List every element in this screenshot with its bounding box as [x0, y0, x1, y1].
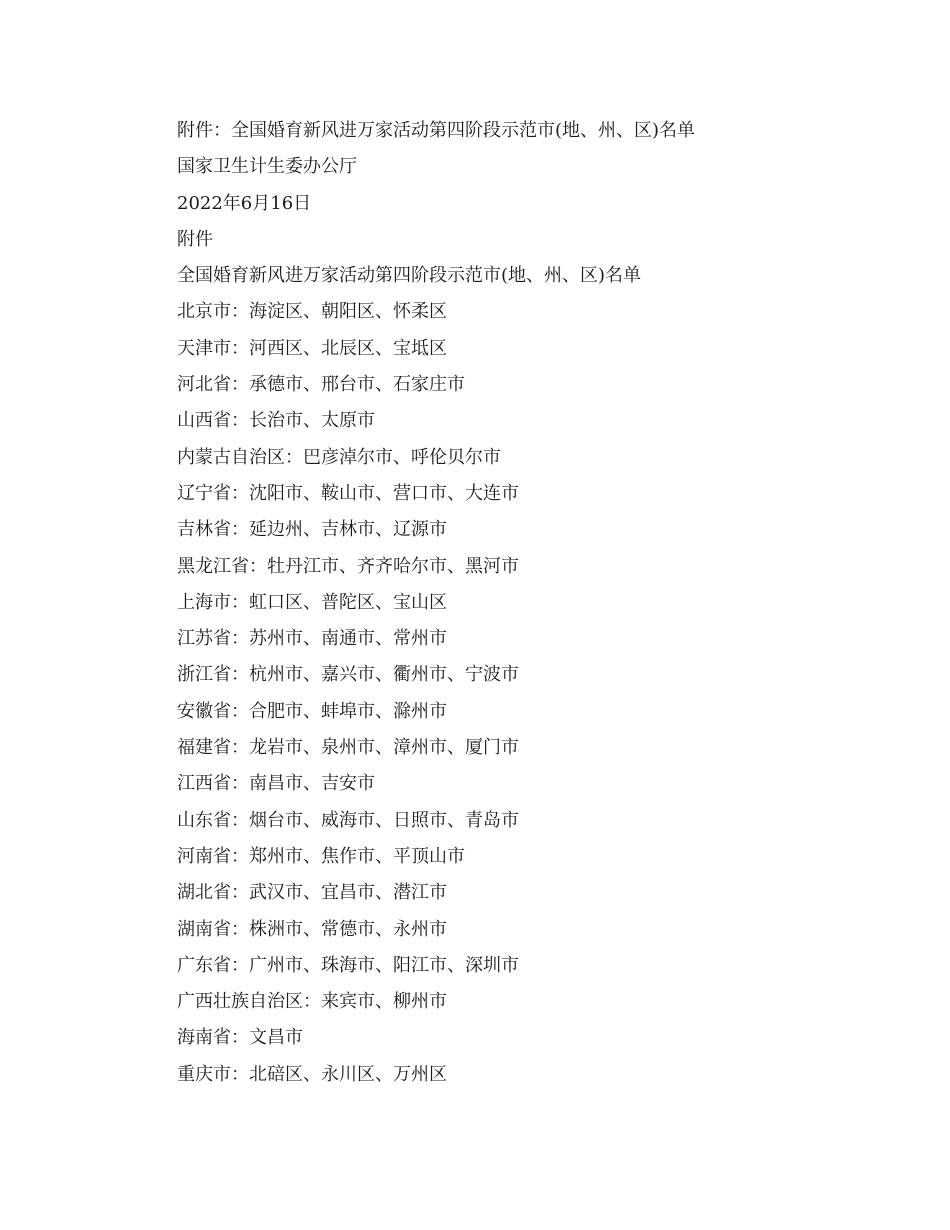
list-item: 广西壮族自治区：来宾市、柳州市: [177, 991, 447, 1013]
date-line: 2022年6月16日: [177, 192, 312, 214]
list-item: 河北省：承德市、邢台市、石家庄市: [177, 374, 465, 396]
list-item: 河南省：郑州市、焦作市、平顶山市: [177, 845, 465, 867]
list-item: 广东省：广州市、珠海市、阳江市、深圳市: [177, 954, 519, 976]
list-item: 天津市：河西区、北辰区、宝坻区: [177, 337, 447, 359]
list-item: 上海市：虹口区、普陀区、宝山区: [177, 591, 447, 613]
list-item: 辽宁省：沈阳市、鞍山市、营口市、大连市: [177, 482, 519, 504]
list-item: 内蒙古自治区：巴彦淖尔市、呼伦贝尔市: [177, 446, 501, 468]
list-item: 浙江省：杭州市、嘉兴市、衢州市、宁波市: [177, 664, 519, 686]
list-item: 山东省：烟台市、威海市、日照市、青岛市: [177, 809, 519, 831]
list-item: 黑龙江省：牡丹江市、齐齐哈尔市、黑河市: [177, 555, 519, 577]
list-item: 江西省：南昌市、吉安市: [177, 773, 375, 795]
list-item: 海南省：文昌市: [177, 1027, 303, 1049]
list-item: 吉林省：延边州、吉林市、辽源市: [177, 519, 447, 541]
appendix-label: 附件: [177, 228, 213, 250]
document-body: [177, 113, 877, 1093]
list-item: 湖北省：武汉市、宜昌市、潜江市: [177, 882, 447, 904]
list-item: 福建省：龙岩市、泉州市、漳州市、厦门市: [177, 737, 519, 759]
list-title: 全国婚育新风进万家活动第四阶段示范市(地、州、区)名单: [177, 265, 642, 287]
list-item: 山西省：长治市、太原市: [177, 410, 375, 432]
attachment-line: 附件：全国婚育新风进万家活动第四阶段示范市(地、州、区)名单: [177, 120, 696, 141]
list-item: 湖南省：株洲市、常德市、永州市: [177, 918, 447, 940]
list-item: 重庆市：北碚区、永川区、万州区: [177, 1063, 447, 1085]
list-item: 江苏省：苏州市、南通市、常州市: [177, 628, 447, 650]
list-item: 安徽省：合肥市、蚌埠市、滁州市: [177, 700, 447, 722]
list-item: 北京市：海淀区、朝阳区、怀柔区: [177, 301, 447, 323]
issuer-line: 国家卫生计生委办公厅: [177, 156, 357, 178]
